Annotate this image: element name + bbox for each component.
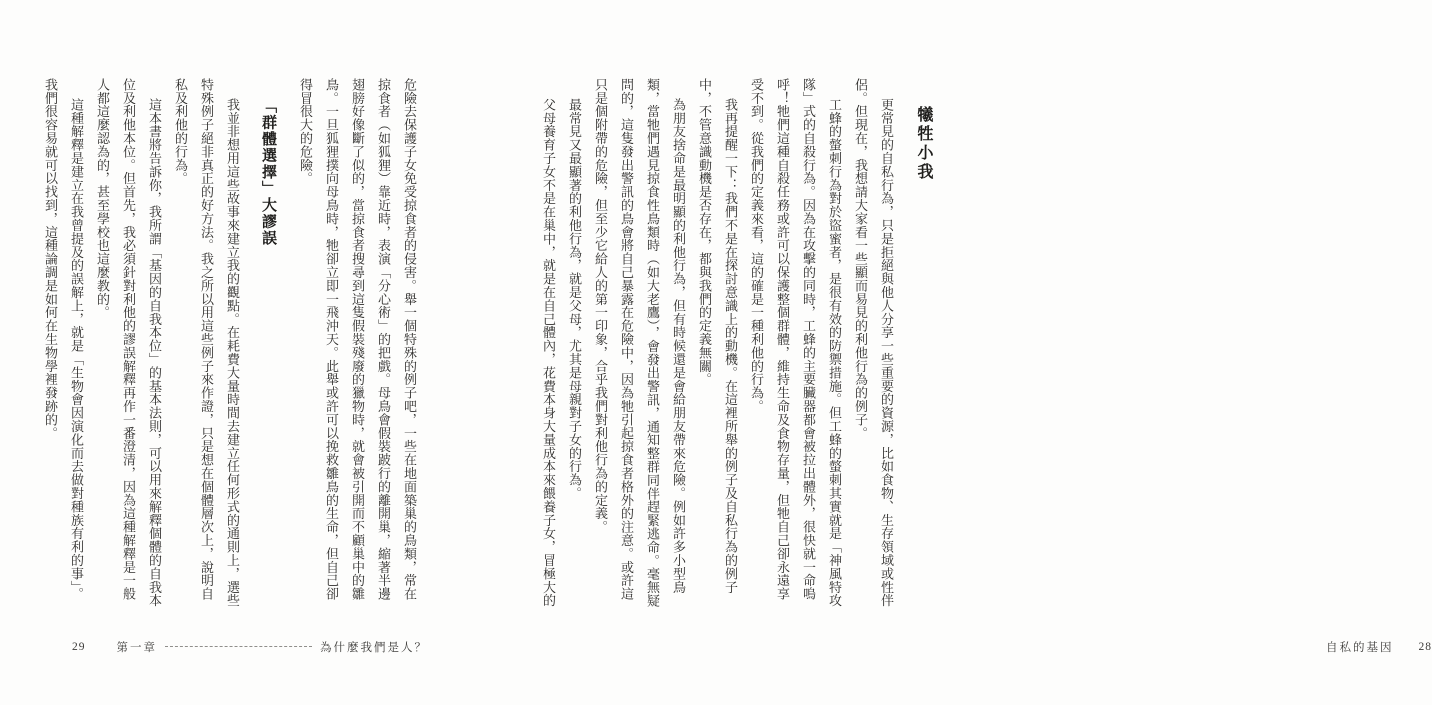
footer-book-title: 自私的基因 (1326, 641, 1394, 654)
body-paragraph: 工蜂的螫刺行為對於盜蜜者，是很有效的防禦措施。但工蜂的螫刺其實就是「神風特攻隊」式的自殺行為。因為在攻擊的同時，工蜂的主要臟器都會被拉出體外，很快就一命嗚呼！牠們這種自殺任務或許可以保護整個群體，維持生命及食物存量，但牠自己卻永遠享受不到。從我們的定義來看，這的確是一種利他的行為。 (749, 78, 842, 607)
body-paragraph: 更常見的自私行為，只是拒絕與他人分享一些重要的資源，比如食物、生存領域或性伴侶。但現在，我想請大家看一些顯而易見的利他行為的例子。 (853, 78, 894, 607)
left-page-text-block (43, 78, 422, 613)
body-paragraph: 父母養育子女不是在巢中，就是在自己體內，花費本身大量成本來餵養子女，冒極大的 (541, 97, 556, 607)
body-paragraph: 我再提醒一下：我們不是在探討意識上的動機。在這裡所舉的例子及自私行為的例子中，不管意識動機是否存在，都與我們的定義無關。 (697, 78, 738, 594)
footer-chapter-label: 第一章 (116, 641, 157, 654)
right-page-footer (1326, 639, 1432, 654)
footer-page-number-left: 29 (72, 640, 86, 653)
body-paragraph: 最常見又最顯著的利他行為，就是父母，尤其是母親對子女的行為。 (567, 97, 582, 500)
body-paragraph: 我並非想用這些故事來建立我的觀點。在耗費大量時間去建立任何形式的通則上，選些特殊例子絕非真正的好方法。我之所以用這些例子來作證，只是想在個體層次上，說明自私及利他的行為。 (173, 78, 240, 607)
section-heading-sacrifice-self: 犧牲小我 (915, 106, 932, 182)
section-heading-group-selection-fallacy: 「群體選擇」大謬誤 (260, 98, 276, 247)
body-paragraph-continuation: 危險去保護子女免受掠食者的侵害。舉一個特殊的例子吧，一些在地面築巢的鳥類，常在掠食者（如狐狸）靠近時，表演「分心術」的把戲。母鳥會假裝跛行的離開巢，縮著半邊翅膀好像斷了似的，當掠食者搜尋到這隻假裝殘廢的獵物時，就會被引開而不顧巢中的雛鳥。一旦狐狸撲向母鳥時，牠卻立即一飛沖天。此舉或許可以挽救雛鳥的生命，但自己卻得冒很大的危險。 (298, 78, 417, 601)
footer-dashed-rule (165, 646, 312, 647)
footer-chapter-title: 為什麼我們是人？ (320, 641, 428, 654)
body-paragraph: 為朋友捨命是最明顯的利他行為，但有時候還是會給朋友帶來危險。例如許多小型鳥類，當牠們遇見掠食性鳥類時（如大老鷹），會發出警訊，通知整群同伴趕緊逃命。毫無疑問的，這隻發出警訊的鳥會將自己暴露在危險中，因為牠引起掠食者格外的注意。或許這只是個附帶的危險，但至少它給人的第一印象，合乎我們對利他行為的定義。 (593, 78, 686, 608)
footer-page-number-right: 28 (1418, 640, 1432, 653)
body-paragraph: 這種解釋是建立在我曾提及的誤解上，就是「生物會因演化而去做對種族有利的事」。我們很容易就可以找到，這種論調是如何在生物學裡發跡的。 (43, 78, 84, 601)
right-book-page (500, 0, 1432, 705)
left-page-footer (72, 639, 428, 654)
right-page-text-block (541, 78, 938, 613)
body-paragraph: 這本書將告訴你，我所謂「基因的自我本位」的基本法則，可以用來解釋個體的自我本位及利他本位。但首先，我必須針對利他的謬誤解釋再作一番澄清，因為這種解釋是一般人都這麼認為的，甚至學校也這麼教的。 (95, 78, 162, 607)
left-book-page (0, 0, 500, 705)
